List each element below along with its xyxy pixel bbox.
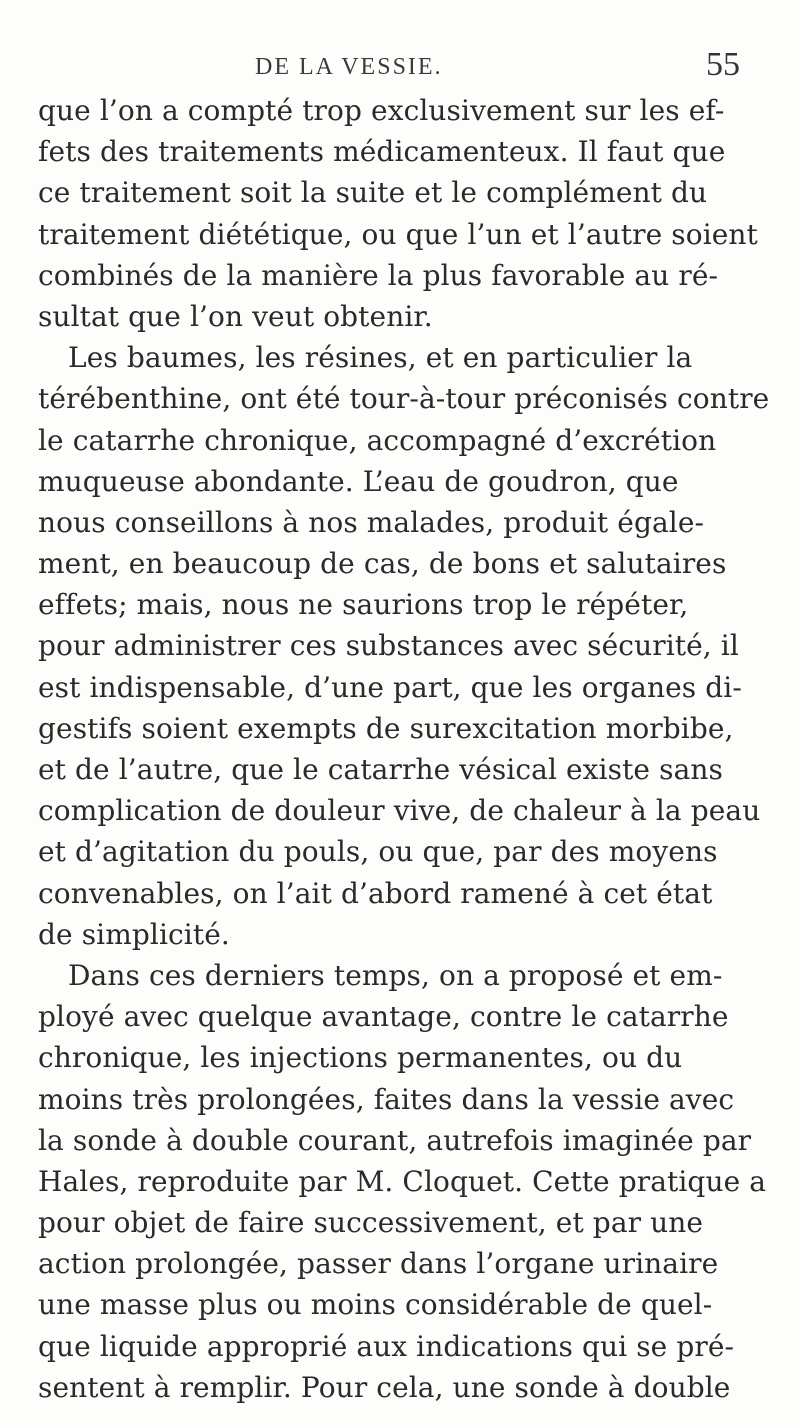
text-line: gestifs soient exempts de surexcitation morbibe,: [38, 711, 734, 745]
text-line: que liquide approprié aux indications qui se pré-: [38, 1329, 735, 1363]
text-line: nous conseillons à nos malades, produit égale-: [38, 505, 705, 539]
paragraph-start-line: Les baumes, les résines, et en particulier la: [68, 341, 693, 375]
page-number: 55: [706, 46, 740, 83]
text-line: est indispensable, d’une part, que les organes di-: [38, 670, 742, 704]
text-line: de simplicité.: [38, 917, 230, 951]
text-line: le catarrhe chronique, accompagné d’excrétion: [38, 423, 717, 457]
text-line: pour objet de faire successivement, et par une: [38, 1206, 704, 1240]
paragraph-start-line: Dans ces derniers temps, on a proposé et em-: [68, 958, 723, 992]
text-line: ce traitement soit la suite et le complément du: [38, 176, 708, 210]
text-line: sultat que l’on veut obtenir.: [38, 299, 433, 333]
text-line: ment, en beaucoup de cas, de bons et salutaires: [38, 547, 727, 581]
text-line: action prolongée, passer dans l’organe urinaire: [38, 1247, 719, 1281]
text-line: une masse plus ou moins considérable de quel-: [38, 1288, 713, 1322]
text-line: chronique, les injections permanentes, ou du: [38, 1041, 683, 1075]
page-header: [40, 46, 740, 90]
text-line: effets; mais, nous ne saurions trop le répéter,: [38, 588, 689, 622]
text-line: sentent à remplir. Pour cela, une sonde à double: [38, 1370, 731, 1404]
text-line: que l’on a compté trop exclusivement sur les ef-: [38, 94, 725, 127]
text-line: pour administrer ces substances avec sécurité, il: [38, 629, 739, 663]
text-line: Hales, reproduite par M. Cloquet. Cette pratique a: [38, 1164, 767, 1198]
text-line: traitement diététique, ou que l’un et l’autre soient: [38, 217, 758, 251]
text-line: moins très prolongées, faites dans la vessie avec: [38, 1082, 735, 1116]
text-line: térébenthine, ont été tour-à-tour préconisés contre: [38, 382, 770, 416]
text-line: ployé avec quelque avantage, contre le catarrhe: [38, 1000, 729, 1034]
text-line: la sonde à double courant, autrefois imaginée par: [38, 1123, 752, 1157]
text-line: combinés de la manière la plus favorable au ré-: [38, 258, 719, 292]
running-title: DE LA VESSIE.: [255, 54, 443, 80]
text-line: et de l’autre, que le catarrhe vésical existe sans: [38, 753, 723, 786]
text-line: fets des traitements médicamenteux. Il faut que: [38, 135, 726, 169]
text-line: complication de douleur vive, de chaleur à la peau: [38, 794, 761, 828]
text-line: convenables, on l’ait d’abord ramené à cet état: [38, 876, 713, 910]
text-line: et d’agitation du pouls, ou que, par des moyens: [38, 835, 718, 869]
body-text: [38, 90, 770, 1408]
text-line: muqueuse abondante. L’eau de goudron, que: [38, 464, 679, 498]
